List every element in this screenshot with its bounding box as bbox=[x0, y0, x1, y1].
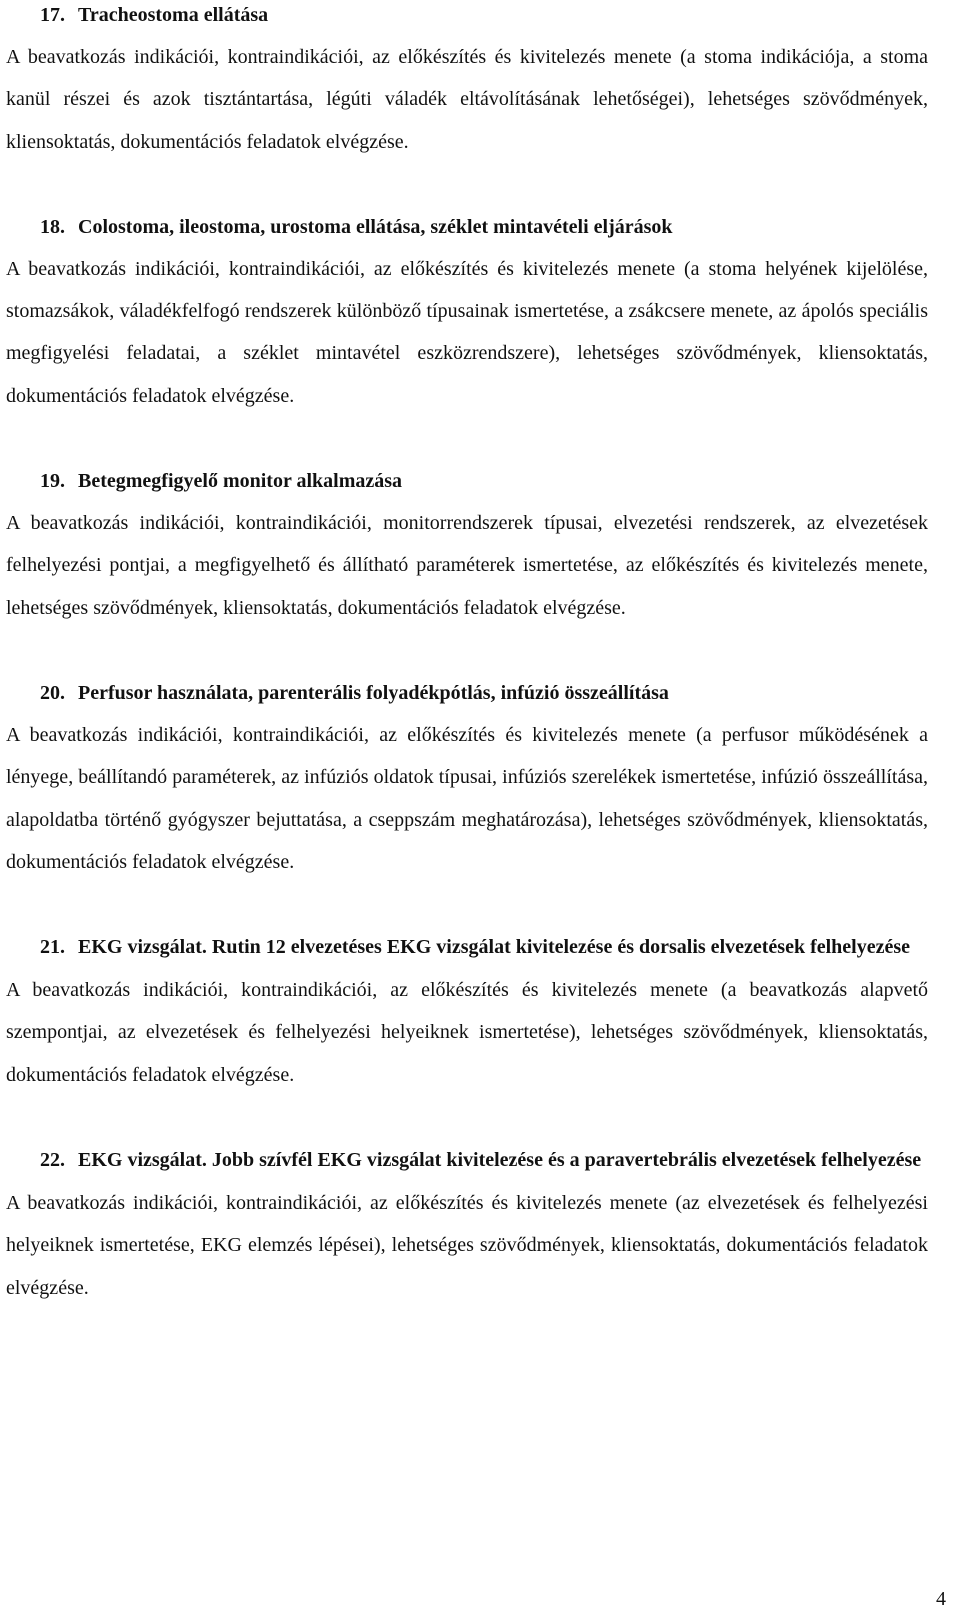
section-title: Perfusor használata, parenterális folyadékpótlás, infúzió összeállítása bbox=[78, 681, 669, 704]
section-gap bbox=[6, 1096, 928, 1139]
section-heading bbox=[40, 0, 928, 36]
section-heading bbox=[40, 206, 928, 248]
section-17 bbox=[6, 0, 928, 163]
section-heading bbox=[40, 672, 928, 714]
section-heading bbox=[40, 1139, 928, 1182]
page-number: 4 bbox=[936, 1588, 946, 1610]
section-gap bbox=[6, 629, 928, 672]
section-number: 18. bbox=[40, 215, 65, 238]
section-body: A beavatkozás indikációi, kontraindikációi, az előkészítés és kivitelezés menete (a perfusor működésének a lényege, beállítandó paraméterek, az infúziós oldatok típusai, infúziós szerelékek ismertetése, infúzió összeállítása, alapoldatba történő gyógyszer bejuttatása, a cseppszám meghatározása), lehetséges szövődmények, kliensoktatás, dokumentációs feladatok elvégzése. bbox=[6, 723, 928, 873]
section-number: 21. bbox=[40, 936, 65, 959]
section-body: A beavatkozás indikációi, kontraindikációi, az előkészítés és kivitelezés menete (a stoma indikációja, a stoma kanül részei és azok tisztántartása, légúti váladék eltávolításának lehetőségei), lehetséges szövődmények, kliensoktatás, dokumentációs feladatok elvégzése. bbox=[6, 46, 928, 153]
section-body: A beavatkozás indikációi, kontraindikációi, az előkészítés és kivitelezés menete (az elvezetések és felhelyezési helyeiknek ismertetése, EKG elemzés lépései), lehetséges szövődmények, kliensoktatás, dokumentációs feladatok elvégzése. bbox=[6, 1192, 928, 1299]
section-heading bbox=[40, 460, 928, 502]
section-body: A beavatkozás indikációi, kontraindikációi, monitorrendszerek típusai, elvezetési rendszerek, az elvezetések felhelyezési pontjai, a megfigyelhető és állítható paraméterek ismertetése, az előkészítés és kivitelezés menete, lehetséges szövődmények, kliensoktatás, dokumentációs feladatok elvégzése. bbox=[6, 512, 928, 619]
section-19 bbox=[6, 460, 928, 629]
section-gap bbox=[6, 417, 928, 460]
section-22 bbox=[6, 1139, 928, 1309]
section-number: 17. bbox=[40, 4, 65, 26]
section-title: EKG vizsgálat. Jobb szívfél EKG vizsgálat kivitelezése és a paravertebrális elvezetések felhelyezése bbox=[78, 1149, 922, 1172]
section-title: EKG vizsgálat. Rutin 12 elvezetéses EKG vizsgálat kivitelezése és dorsalis elvezetések felhelyezése bbox=[78, 936, 911, 959]
section-20 bbox=[6, 672, 928, 883]
section-title: Betegmegfigyelő monitor alkalmazása bbox=[78, 470, 403, 493]
section-title: Tracheostoma ellátása bbox=[78, 4, 269, 26]
document-page bbox=[6, 0, 928, 1309]
section-number: 22. bbox=[40, 1149, 65, 1172]
section-number: 20. bbox=[40, 681, 65, 704]
section-gap bbox=[6, 163, 928, 206]
section-heading bbox=[40, 926, 928, 969]
section-number: 19. bbox=[40, 470, 65, 493]
section-body: A beavatkozás indikációi, kontraindikációi, az előkészítés és kivitelezés menete (a beavatkozás alapvető szempontjai, az elvezetések és felhelyezési helyeiknek ismertetése), lehetséges szövődmények, kliensoktatás, dokumentációs feladatok elvégzése. bbox=[6, 979, 928, 1086]
section-title: Colostoma, ileostoma, urostoma ellátása, széklet mintavételi eljárások bbox=[78, 215, 673, 238]
section-21 bbox=[6, 926, 928, 1096]
section-body: A beavatkozás indikációi, kontraindikációi, az előkészítés és kivitelezés menete (a stoma helyének kijelölése, stomazsákok, váladékfelfogó rendszerek különböző típusainak ismertetése, a zsákcsere menete, az ápolós speciális megfigyelési feladatai, a széklet mintavétel eszközrendszere), lehetséges szövődmények, kliensoktatás, dokumentációs feladatok elvégzése. bbox=[6, 257, 928, 407]
section-18 bbox=[6, 206, 928, 417]
section-gap bbox=[6, 883, 928, 926]
